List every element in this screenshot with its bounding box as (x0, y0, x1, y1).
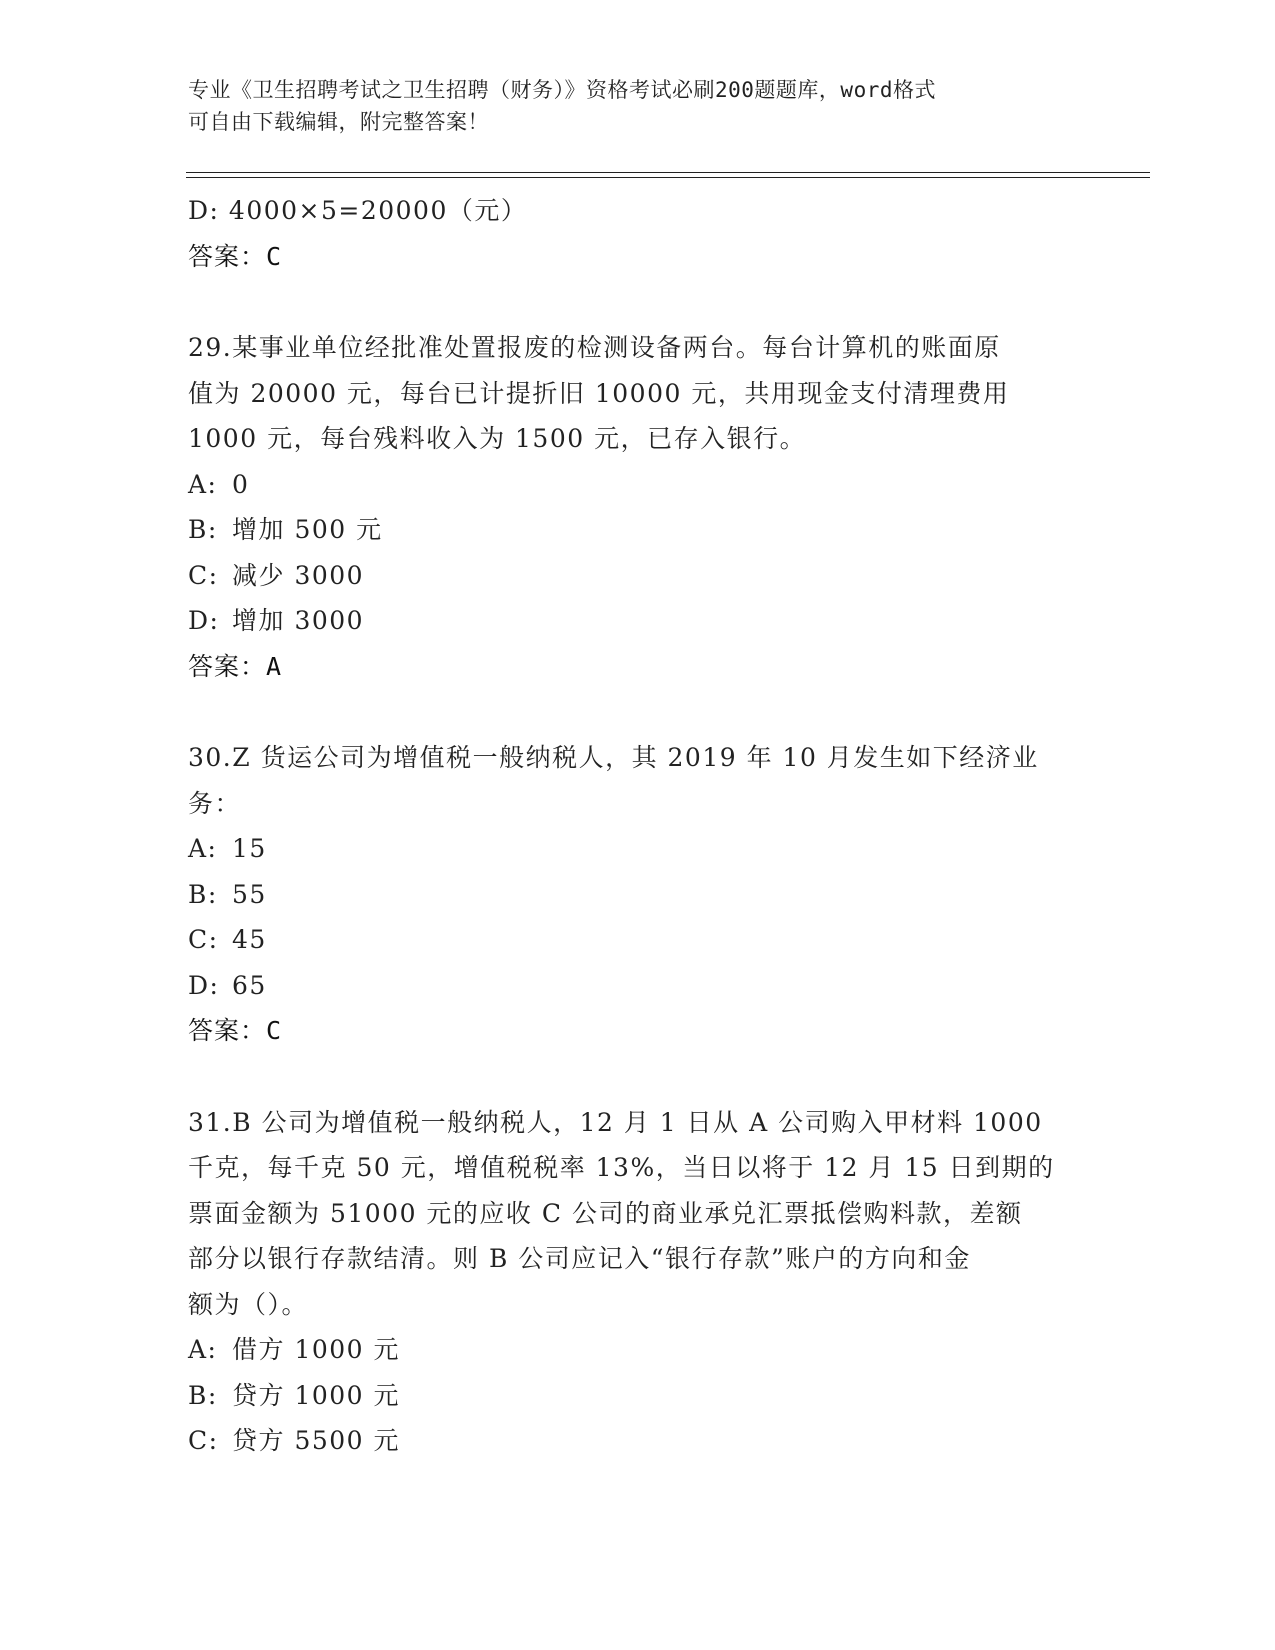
option-text: 贷方 1000 元 (232, 1380, 401, 1410)
option-d (188, 963, 1068, 1009)
option-label: B: (188, 1380, 218, 1410)
question-31 (188, 1100, 1068, 1464)
document-body (188, 188, 1068, 1464)
question-stem-line: 30.Z 货运公司为增值税一般纳税人，其 2019 年 10 月发生如下经济业 (188, 743, 1039, 772)
question-stem-line: 务： (188, 788, 242, 818)
question-stem-line: 29.某事业单位经批准处置报废的检测设备两台。每台计算机的账面原 (188, 333, 1001, 362)
option-text: 贷方 5500 元 (232, 1426, 401, 1455)
option-text: 借方 1000 元 (232, 1335, 401, 1364)
spacer (188, 689, 1068, 735)
header-rule-top (186, 172, 1150, 173)
spacer (188, 279, 1068, 325)
question-stem-line: 票面金额为 51000 元的应收 C 公司的商业承兑汇票抵偿购料款，差额 (188, 1198, 1023, 1228)
question-stem-line: 千克，每千克 50 元，增值税税率 13%，当日以将于 12 月 15 日到期的 (188, 1153, 1055, 1182)
option-label: C: (188, 1426, 219, 1455)
option-text: 15 (232, 834, 267, 863)
option-label: D: (188, 606, 220, 635)
option-label: C: (188, 560, 219, 590)
option-label: A: (188, 469, 218, 499)
question-29 (188, 325, 1068, 689)
option-a (188, 826, 1068, 872)
header-rule-bottom (186, 177, 1150, 178)
option-text: 55 (232, 879, 267, 909)
header-line-1: 专业《卫生招聘考试之卫生招聘（财务）》资格考试必刷200题题库，word格式 (188, 78, 936, 102)
spacer (188, 1054, 1068, 1100)
option-text: 45 (232, 925, 267, 954)
option-label: A: (188, 834, 218, 863)
question-stem-line: 部分以银行存款结清。则 B 公司应记入“银行存款”账户的方向和金 (188, 1244, 971, 1273)
option-label: B: (188, 515, 218, 544)
option-text: 减少 3000 (232, 560, 365, 590)
prev-option-d: D: 4000×5=20000（元） (188, 196, 528, 225)
question-stem-line: 1000 元，每台残料收入为 1500 元，已存入银行。 (188, 424, 807, 453)
prev-answer: 答案：C (188, 241, 283, 271)
option-a (188, 462, 1068, 508)
option-c (188, 553, 1068, 599)
option-c (188, 917, 1068, 963)
option-b (188, 507, 1068, 553)
option-text: 65 (232, 970, 267, 1000)
question-stem-line: 额为（）。 (188, 1289, 309, 1319)
option-b (188, 872, 1068, 918)
question-30 (188, 735, 1068, 1054)
answer: 答案：A (188, 651, 283, 681)
option-label: A: (188, 1335, 218, 1364)
option-text: 增加 3000 (232, 606, 365, 635)
question-stem-line: 值为 20000 元，每台已计提折旧 10000 元，共用现金支付清理费用 (188, 378, 1010, 408)
answer: 答案：C (188, 1016, 283, 1045)
option-label: C: (188, 925, 219, 954)
option-text: 增加 500 元 (232, 515, 383, 544)
option-a (188, 1327, 1068, 1373)
option-c (188, 1418, 1068, 1464)
option-b (188, 1373, 1068, 1419)
question-stem-line: 31.B 公司为增值税一般纳税人，12 月 1 日从 A 公司购入甲材料 1000 (188, 1107, 1043, 1137)
option-text: 0 (232, 469, 250, 499)
option-label: D: (188, 970, 220, 1000)
option-label: B: (188, 879, 218, 909)
page-header (188, 74, 1068, 138)
header-line-2: 可自由下载编辑，附完整答案！ (188, 110, 489, 134)
option-d (188, 598, 1068, 644)
